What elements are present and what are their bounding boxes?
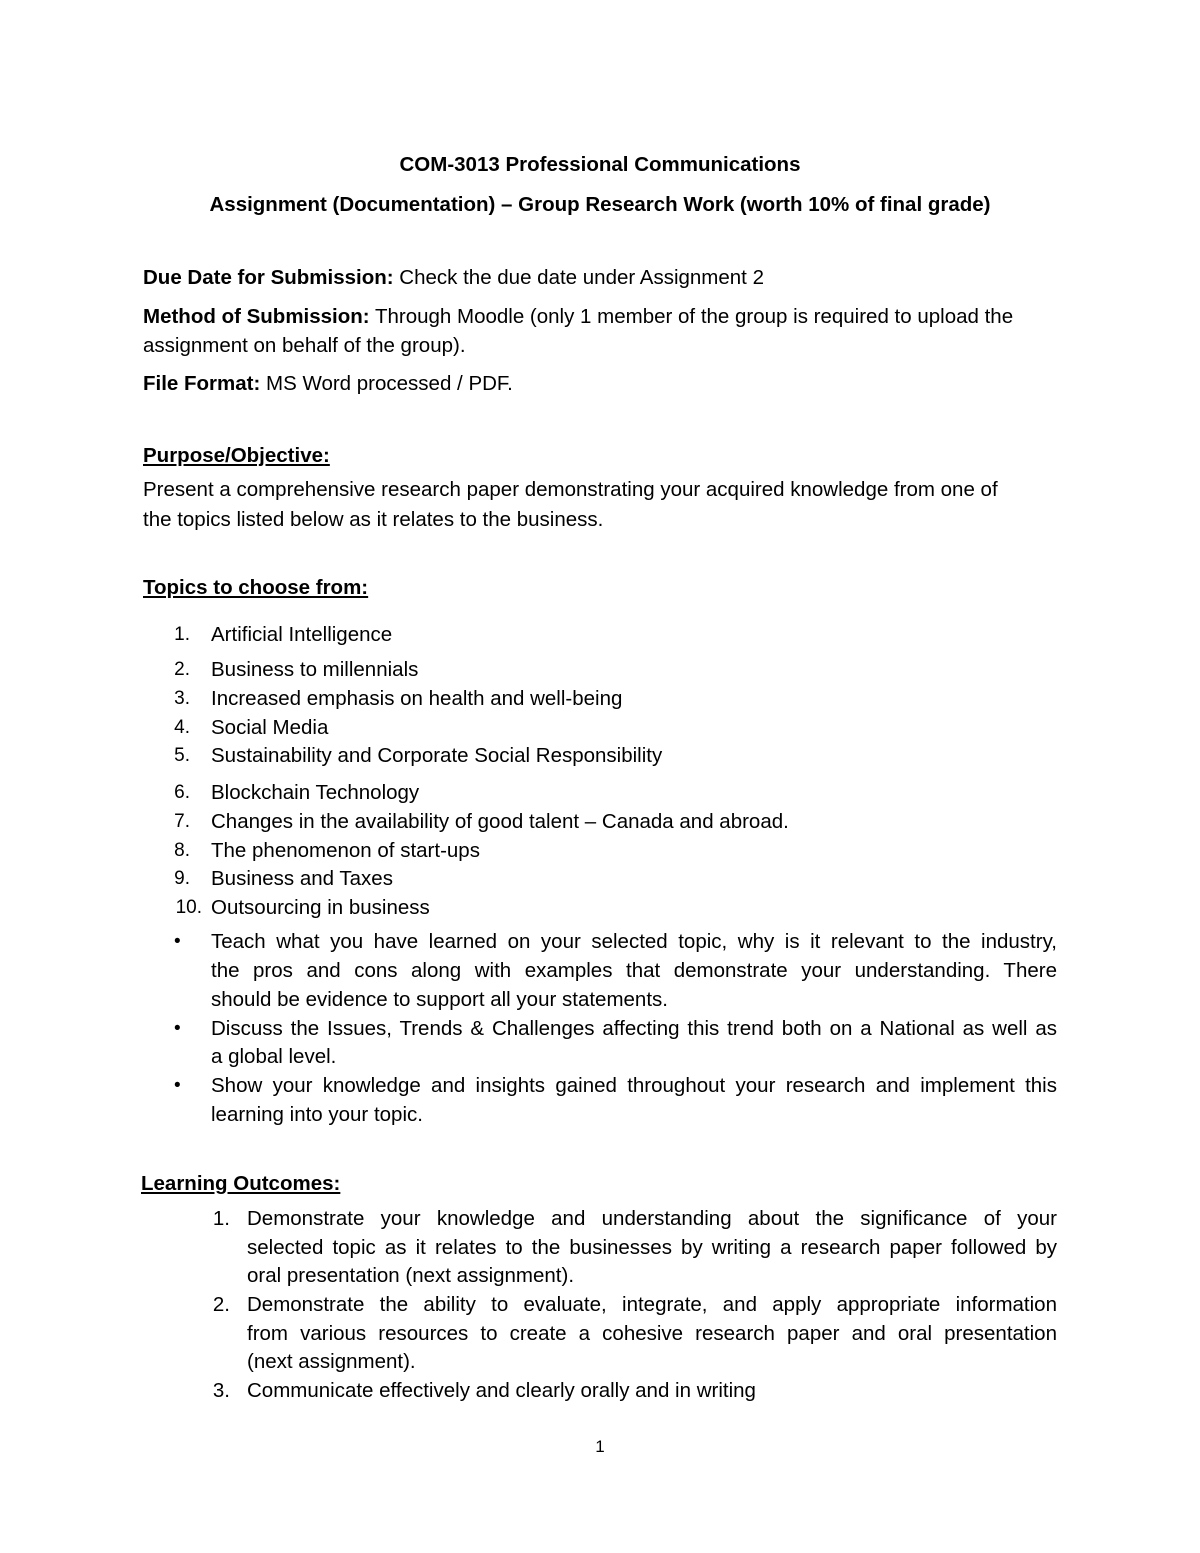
file-format-value: MS Word processed / PDF.	[260, 372, 513, 395]
bullet-marker: •	[174, 1018, 181, 1039]
bullet-2-line-1: Discuss the Issues, Trends & Challenges affecting this trend both on a National as well as	[211, 1017, 1057, 1040]
topic-item: Social Media	[211, 716, 329, 739]
topic-item: Business to millennials	[211, 658, 419, 681]
topics-heading: Topics to choose from:	[143, 576, 369, 599]
outcome-1-line-2: selected topic as it relates to the businesses by writing a research paper followed by	[247, 1236, 1057, 1259]
topic-item: Increased emphasis on health and well-being	[211, 687, 623, 710]
course-title: COM-3013 Professional Communications	[399, 153, 801, 176]
topic-number: 7.	[174, 811, 190, 832]
method-row	[143, 302, 1013, 331]
topic-item: Business and Taxes	[211, 867, 393, 890]
bullet-marker: •	[174, 1075, 181, 1096]
topic-number: 8.	[174, 840, 190, 861]
method-label: Method of Submission:	[143, 305, 370, 328]
assignment-title: Assignment (Documentation) – Group Research Work (worth 10% of final grade)	[209, 193, 991, 216]
bullet-1-line-2: the pros and cons along with examples that demonstrate your understanding. There	[211, 959, 1057, 982]
outcome-1-line-3: oral presentation (next assignment).	[247, 1264, 575, 1287]
topic-number: 10.	[175, 897, 202, 918]
due-date-row	[143, 263, 764, 292]
purpose-line-1: Present a comprehensive research paper demonstrating your acquired knowledge from one of	[143, 478, 998, 501]
file-format-row	[143, 369, 513, 398]
method-value-line2: assignment on behalf of the group).	[143, 334, 466, 357]
outcome-2-line-2: from various resources to create a cohesive research paper and oral presentation	[247, 1322, 1057, 1345]
topic-item: Sustainability and Corporate Social Responsibility	[211, 744, 663, 767]
purpose-line-2: the topics listed below as it relates to the business.	[143, 508, 604, 531]
outcome-number: 1.	[212, 1207, 230, 1230]
topic-number: 5.	[174, 745, 190, 766]
topic-number: 3.	[174, 688, 190, 709]
file-format-label: File Format:	[143, 372, 261, 395]
topic-number: 2.	[174, 659, 190, 680]
method-value-line1: Through Moodle (only 1 member of the group is required to upload the	[369, 305, 1014, 328]
bullet-1-line-1: Teach what you have learned on your selected topic, why is it relevant to the industry,	[211, 930, 1057, 953]
outcome-1-line-1: Demonstrate your knowledge and understanding about the significance of your	[247, 1207, 1057, 1230]
bullet-2-line-2: a global level.	[211, 1045, 337, 1068]
topic-item: Blockchain Technology	[211, 781, 420, 804]
topic-item: Changes in the availability of good talent – Canada and abroad.	[211, 810, 789, 833]
bullet-marker: •	[174, 931, 181, 952]
purpose-heading: Purpose/Objective:	[143, 444, 330, 467]
topic-number: 1.	[174, 624, 190, 645]
outcome-2-line-1: Demonstrate the ability to evaluate, integrate, and apply appropriate information	[247, 1293, 1057, 1316]
topic-item: The phenomenon of start-ups	[211, 839, 480, 862]
bullet-3-line-1: Show your knowledge and insights gained throughout your research and implement this	[211, 1074, 1057, 1097]
due-date-value: Check the due date under Assignment 2	[393, 266, 764, 289]
bullet-1-line-3: should be evidence to support all your statements.	[211, 988, 668, 1011]
outcome-2-line-3: (next assignment).	[247, 1350, 416, 1373]
topic-item: Artificial Intelligence	[211, 623, 393, 646]
outcome-3-line-1: Communicate effectively and clearly orally and in writing	[247, 1379, 756, 1402]
outcome-number: 2.	[212, 1293, 230, 1316]
topic-number: 6.	[174, 782, 190, 803]
outcome-number: 3.	[212, 1379, 230, 1402]
topic-item: Outsourcing in business	[211, 896, 430, 919]
bullet-3-line-2: learning into your topic.	[211, 1103, 423, 1126]
due-date-label: Due Date for Submission:	[143, 266, 394, 289]
topic-number: 4.	[174, 717, 190, 738]
topic-number: 9.	[174, 868, 190, 889]
page-number: 1	[595, 1437, 605, 1456]
outcomes-heading: Learning Outcomes:	[141, 1172, 341, 1195]
